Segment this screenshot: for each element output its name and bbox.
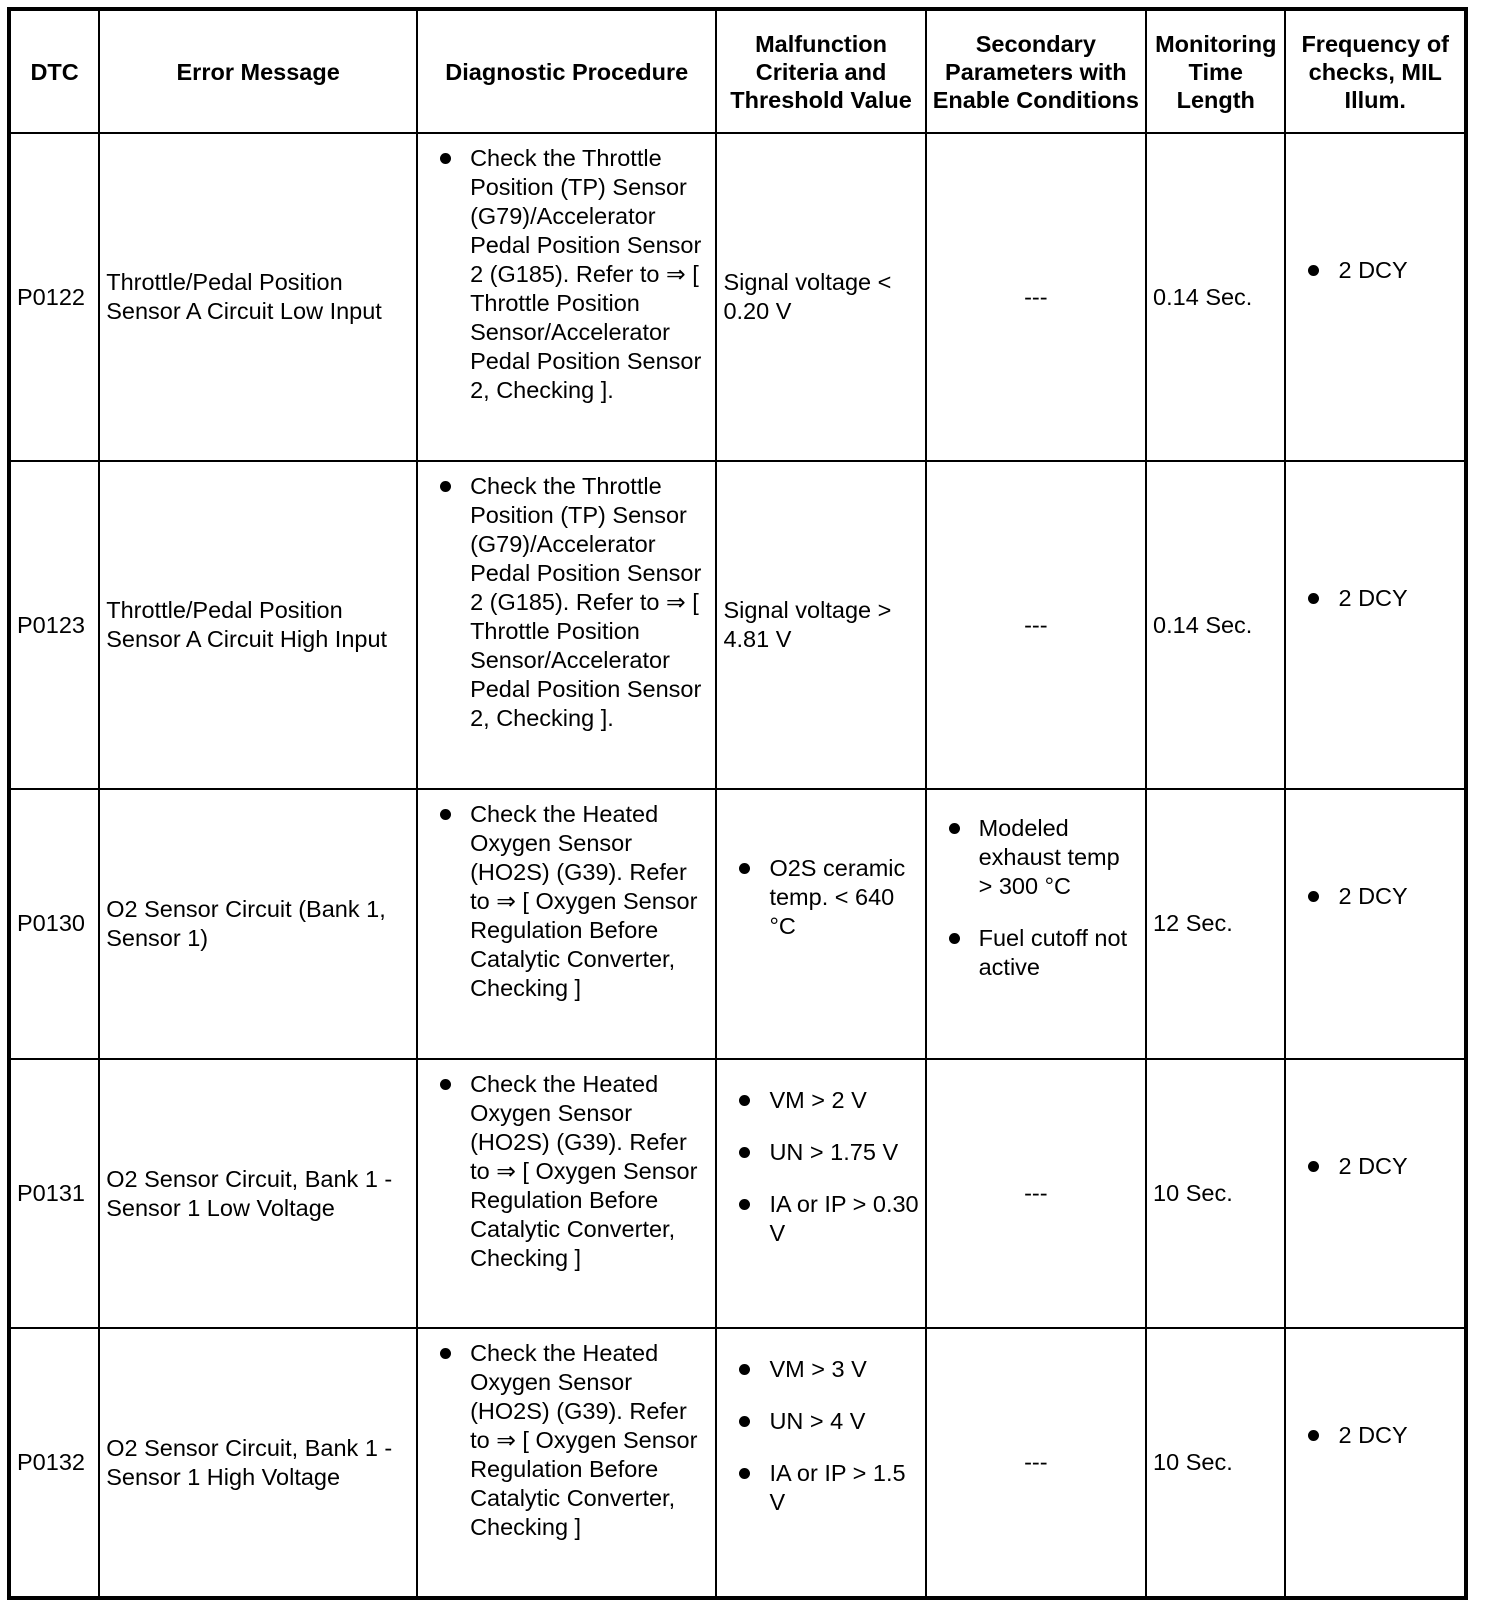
- secondary-parameters: ---: [926, 461, 1146, 789]
- header-diagnostic-procedure: Diagnostic Procedure: [417, 9, 716, 133]
- diagnostic-procedure: [417, 1328, 716, 1598]
- secondary-parameters: ---: [926, 1059, 1146, 1329]
- dtc-code: P0130: [9, 789, 99, 1059]
- monitoring-time: 0.14 Sec.: [1146, 133, 1285, 461]
- error-message: Throttle/Pedal Position Sensor A Circuit Low Input: [99, 133, 417, 461]
- header-dtc: DTC: [9, 9, 99, 133]
- secondary-parameters: ---: [926, 1328, 1146, 1598]
- diagnostic-procedure: [417, 461, 716, 789]
- criteria-item: VM > 2 V: [723, 1086, 918, 1115]
- procedure-item: Check the Throttle Position (TP) Sensor (G79)/Accelerator Pedal Position Sensor 2 (G185). Refer to ⇒ [ Throttle Position Sensor/Accelerator Pedal Position Sensor 2, Checking ].: [424, 472, 709, 733]
- table-row: [9, 133, 1466, 461]
- secondary-item: Modeled exhaust temp > 300 °C: [933, 814, 1139, 901]
- dtc-table: [7, 7, 1468, 1600]
- criteria-item: IA or IP > 0.30 V: [723, 1190, 918, 1248]
- error-message: Throttle/Pedal Position Sensor A Circuit High Input: [99, 461, 417, 789]
- malfunction-criteria: [716, 1059, 925, 1329]
- table-row: [9, 789, 1466, 1059]
- frequency-item: 2 DCY: [1292, 882, 1458, 911]
- monitoring-time: 10 Sec.: [1146, 1059, 1285, 1329]
- diagnostic-procedure: [417, 133, 716, 461]
- secondary-item: Fuel cutoff not active: [933, 924, 1139, 982]
- frequency-cell: [1285, 789, 1466, 1059]
- monitoring-time: 10 Sec.: [1146, 1328, 1285, 1598]
- frequency-cell: [1285, 1328, 1466, 1598]
- frequency-item: 2 DCY: [1292, 1421, 1458, 1450]
- frequency-item: 2 DCY: [1292, 256, 1458, 285]
- frequency-item: 2 DCY: [1292, 584, 1458, 613]
- header-frequency: Frequency of checks, MIL Illum.: [1285, 9, 1466, 133]
- procedure-item: Check the Heated Oxygen Sensor (HO2S) (G39). Refer to ⇒ [ Oxygen Sensor Regulation Before Catalytic Converter, Checking ]: [424, 800, 709, 1003]
- procedure-item: Check the Heated Oxygen Sensor (HO2S) (G39). Refer to ⇒ [ Oxygen Sensor Regulation Before Catalytic Converter, Checking ]: [424, 1070, 709, 1273]
- header-error-message: Error Message: [99, 9, 417, 133]
- dtc-code: P0132: [9, 1328, 99, 1598]
- monitoring-time: 12 Sec.: [1146, 789, 1285, 1059]
- monitoring-time: 0.14 Sec.: [1146, 461, 1285, 789]
- criteria-item: UN > 4 V: [723, 1407, 918, 1436]
- secondary-parameters: [926, 789, 1146, 1059]
- diagnostic-procedure: [417, 789, 716, 1059]
- secondary-parameters: ---: [926, 133, 1146, 461]
- procedure-item: Check the Throttle Position (TP) Sensor (G79)/Accelerator Pedal Position Sensor 2 (G185). Refer to ⇒ [ Throttle Position Sensor/Accelerator Pedal Position Sensor 2, Checking ].: [424, 144, 709, 405]
- malfunction-criteria: Signal voltage > 4.81 V: [716, 461, 925, 789]
- frequency-cell: [1285, 461, 1466, 789]
- header-secondary-parameters: Secondary Parameters with Enable Conditions: [926, 9, 1146, 133]
- error-message: O2 Sensor Circuit, Bank 1 - Sensor 1 High Voltage: [99, 1328, 417, 1598]
- diagnostic-procedure: [417, 1059, 716, 1329]
- table-row: [9, 461, 1466, 789]
- malfunction-criteria: [716, 789, 925, 1059]
- dtc-code: P0131: [9, 1059, 99, 1329]
- criteria-item: O2S ceramic temp. < 640 °C: [723, 854, 918, 941]
- criteria-item: IA or IP > 1.5 V: [723, 1459, 918, 1517]
- frequency-item: 2 DCY: [1292, 1152, 1458, 1181]
- frequency-cell: [1285, 1059, 1466, 1329]
- dtc-code: P0122: [9, 133, 99, 461]
- procedure-item: Check the Heated Oxygen Sensor (HO2S) (G39). Refer to ⇒ [ Oxygen Sensor Regulation Before Catalytic Converter, Checking ]: [424, 1339, 709, 1542]
- dtc-code: P0123: [9, 461, 99, 789]
- error-message: O2 Sensor Circuit (Bank 1, Sensor 1): [99, 789, 417, 1059]
- criteria-item: VM > 3 V: [723, 1355, 918, 1384]
- error-message: O2 Sensor Circuit, Bank 1 - Sensor 1 Low Voltage: [99, 1059, 417, 1329]
- table-row: [9, 1328, 1466, 1598]
- header-malfunction-criteria: Malfunction Criteria and Threshold Value: [716, 9, 925, 133]
- dtc-document: [7, 7, 1468, 1600]
- malfunction-criteria: [716, 1328, 925, 1598]
- malfunction-criteria: Signal voltage < 0.20 V: [716, 133, 925, 461]
- frequency-cell: [1285, 133, 1466, 461]
- header-row: [9, 9, 1466, 133]
- header-monitoring-time: Monitoring Time Length: [1146, 9, 1285, 133]
- criteria-item: UN > 1.75 V: [723, 1138, 918, 1167]
- table-row: [9, 1059, 1466, 1329]
